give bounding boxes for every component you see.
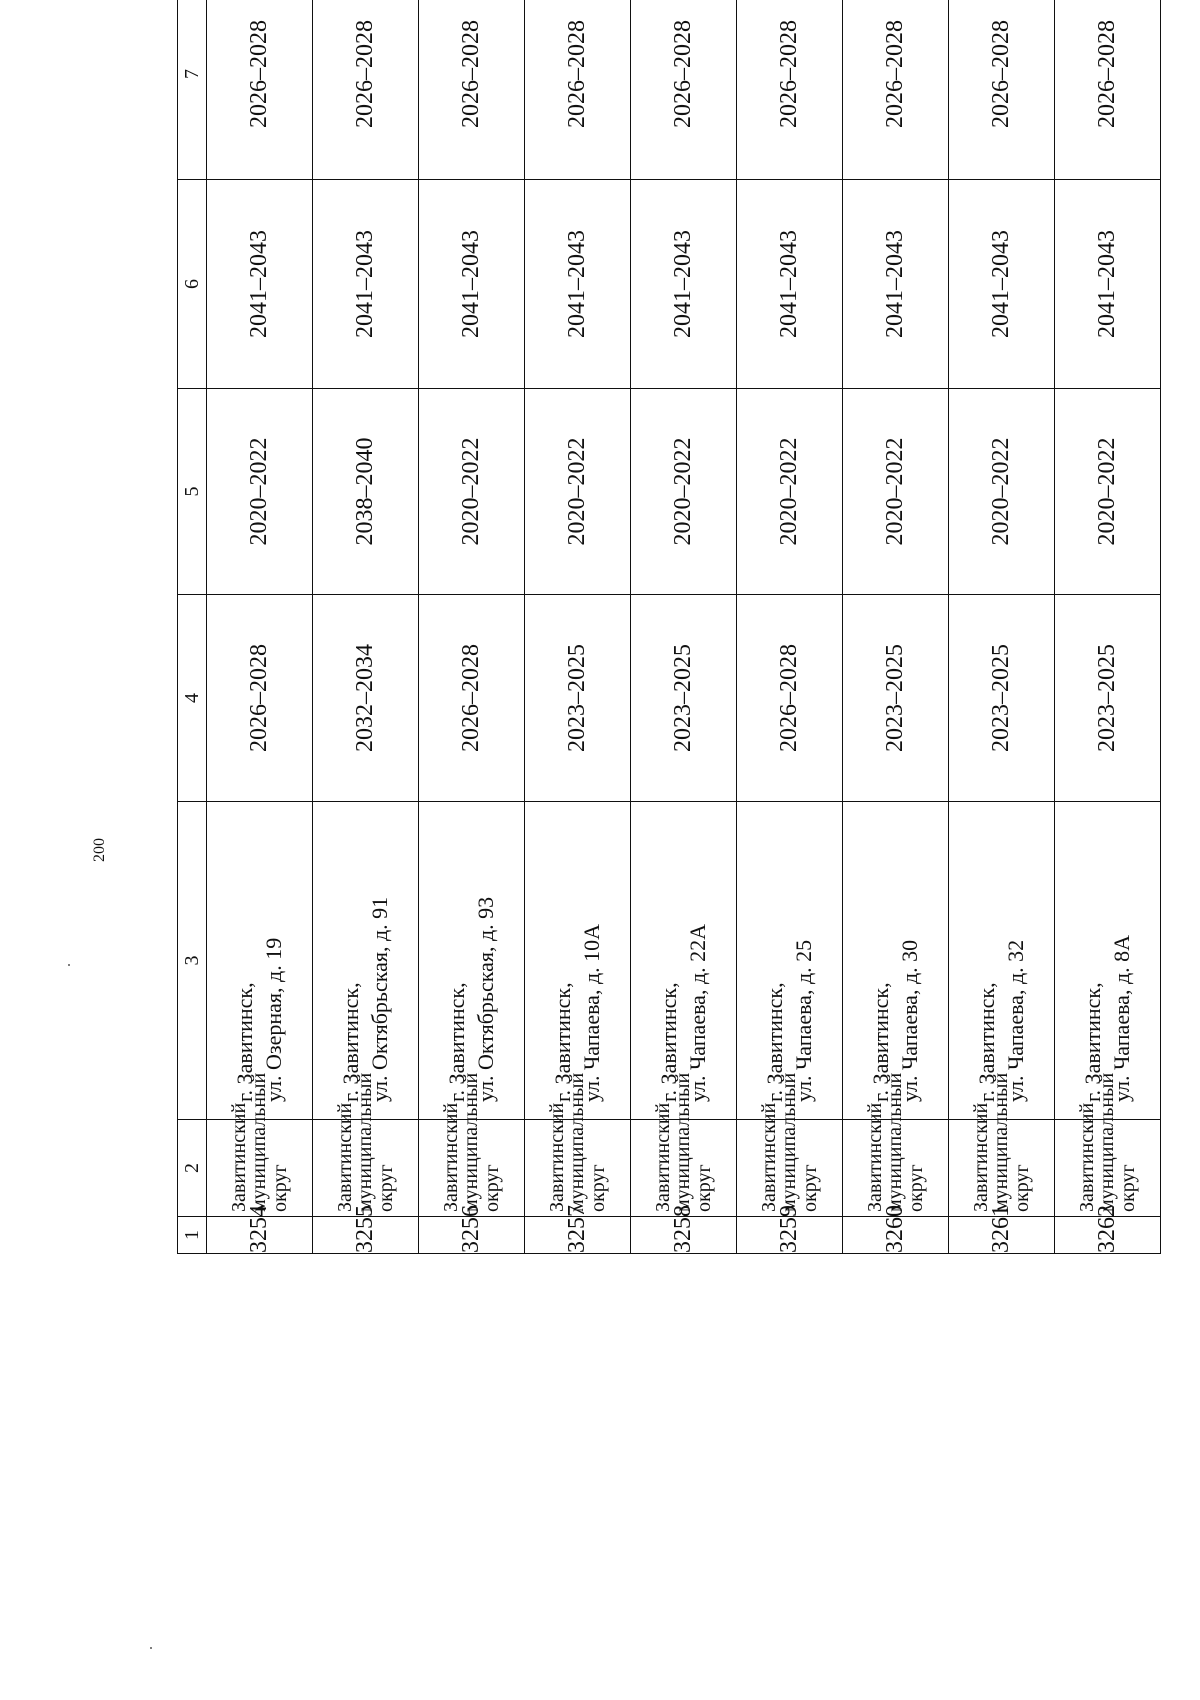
period-col6: 2041–2043 bbox=[313, 180, 419, 389]
period-col7: 2026–2028 bbox=[207, 0, 313, 180]
period-col6: 2041–2043 bbox=[419, 180, 525, 389]
period-col4: 2026–2028 bbox=[419, 595, 525, 802]
municipality-cell: Завитинский муниципальный округ bbox=[737, 1120, 843, 1217]
address-city: г. Завитинск, bbox=[443, 982, 469, 1102]
address-city: г. Завитинск, bbox=[337, 982, 363, 1102]
period-col7: 2026–2028 bbox=[1055, 0, 1161, 180]
period-col5: 2020–2022 bbox=[207, 389, 313, 595]
address-street: ул. Чапаева, д. 10А bbox=[578, 923, 604, 1102]
address-cell bbox=[737, 802, 843, 1120]
municipality-cell: Завитинский муниципальный округ bbox=[949, 1120, 1055, 1217]
table-row bbox=[737, 0, 843, 1254]
municipality-cell: Завитинский муниципальный округ bbox=[843, 1120, 949, 1217]
column-number-row bbox=[178, 0, 207, 1254]
municipality-cell: Завитинский муниципальный округ bbox=[631, 1120, 737, 1217]
period-col5: 2020–2022 bbox=[949, 389, 1055, 595]
scan-speck bbox=[68, 964, 70, 966]
table-row bbox=[525, 0, 631, 1254]
period-col6: 2041–2043 bbox=[1055, 180, 1161, 389]
row-number: 3254 bbox=[207, 1217, 313, 1254]
row-number: 3262 bbox=[1055, 1217, 1161, 1254]
address-city: г. Завитинск, bbox=[655, 982, 681, 1102]
table-row bbox=[313, 0, 419, 1254]
address-cell bbox=[843, 802, 949, 1120]
period-col5: 2020–2022 bbox=[843, 389, 949, 595]
address-city: г. Завитинск, bbox=[549, 982, 575, 1102]
address-street: ул. Октябрьская, д. 93 bbox=[472, 896, 498, 1102]
address-cell bbox=[1055, 802, 1161, 1120]
period-col6: 2041–2043 bbox=[525, 180, 631, 389]
table-row bbox=[843, 0, 949, 1254]
period-col6: 2041–2043 bbox=[737, 180, 843, 389]
address-city: г. Завитинск, bbox=[1079, 982, 1105, 1102]
address-cell bbox=[207, 802, 313, 1120]
address-cell bbox=[949, 802, 1055, 1120]
column-number: 3 bbox=[178, 802, 207, 1120]
row-number: 3261 bbox=[949, 1217, 1055, 1254]
address-city: г. Завитинск, bbox=[973, 982, 999, 1102]
period-col4: 2032–2034 bbox=[313, 595, 419, 802]
column-number: 7 bbox=[178, 0, 207, 180]
period-col5: 2038–2040 bbox=[313, 389, 419, 595]
row-number: 3260 bbox=[843, 1217, 949, 1254]
page-number: 200 bbox=[91, 838, 108, 862]
address-street: ул. Озерная, д. 19 bbox=[260, 937, 286, 1102]
address-cell bbox=[419, 802, 525, 1120]
housing-schedule-table-container bbox=[177, 20, 1149, 1254]
period-col4: 2026–2028 bbox=[207, 595, 313, 802]
row-number: 3255 bbox=[313, 1217, 419, 1254]
column-number: 1 bbox=[178, 1217, 207, 1254]
address-city: г. Завитинск, bbox=[761, 982, 787, 1102]
period-col4: 2026–2028 bbox=[737, 595, 843, 802]
address-street: ул. Чапаева, д. 8А bbox=[1108, 934, 1134, 1102]
table-row bbox=[419, 0, 525, 1254]
address-city: г. Завитинск, bbox=[231, 982, 257, 1102]
row-number: 3259 bbox=[737, 1217, 843, 1254]
municipality-cell: Завитинский муниципальный округ bbox=[1055, 1120, 1161, 1217]
address-street: ул. Чапаева, д. 22А bbox=[684, 923, 710, 1102]
period-col7: 2026–2028 bbox=[949, 0, 1055, 180]
row-number: 3258 bbox=[631, 1217, 737, 1254]
period-col5: 2020–2022 bbox=[631, 389, 737, 595]
municipality-cell: Завитинский муниципальный округ bbox=[419, 1120, 525, 1217]
scan-speck bbox=[150, 1647, 152, 1649]
period-col5: 2020–2022 bbox=[737, 389, 843, 595]
period-col4: 2023–2025 bbox=[1055, 595, 1161, 802]
address-cell bbox=[631, 802, 737, 1120]
column-number: 4 bbox=[178, 595, 207, 802]
table-row bbox=[207, 0, 313, 1254]
period-col5: 2020–2022 bbox=[525, 389, 631, 595]
row-number: 3257 bbox=[525, 1217, 631, 1254]
column-number: 6 bbox=[178, 180, 207, 389]
period-col6: 2041–2043 bbox=[631, 180, 737, 389]
period-col7: 2026–2028 bbox=[843, 0, 949, 180]
municipality-cell: Завитинский муниципальный округ bbox=[313, 1120, 419, 1217]
period-col5: 2020–2022 bbox=[419, 389, 525, 595]
housing-schedule-table bbox=[177, 0, 1161, 1254]
address-street: ул. Чапаева, д. 25 bbox=[790, 939, 816, 1102]
table-row bbox=[1055, 0, 1161, 1254]
row-number: 3256 bbox=[419, 1217, 525, 1254]
period-col7: 2026–2028 bbox=[419, 0, 525, 180]
period-col7: 2026–2028 bbox=[737, 0, 843, 180]
period-col6: 2041–2043 bbox=[207, 180, 313, 389]
table-row bbox=[949, 0, 1055, 1254]
period-col4: 2023–2025 bbox=[525, 595, 631, 802]
period-col4: 2023–2025 bbox=[949, 595, 1055, 802]
period-col7: 2026–2028 bbox=[631, 0, 737, 180]
address-cell bbox=[525, 802, 631, 1120]
column-number: 5 bbox=[178, 389, 207, 595]
municipality-cell: Завитинский муниципальный округ bbox=[207, 1120, 313, 1217]
column-number: 2 bbox=[178, 1120, 207, 1217]
period-col5: 2020–2022 bbox=[1055, 389, 1161, 595]
table-row bbox=[631, 0, 737, 1254]
address-city: г. Завитинск, bbox=[867, 982, 893, 1102]
period-col4: 2023–2025 bbox=[843, 595, 949, 802]
municipality-cell: Завитинский муниципальный округ bbox=[525, 1120, 631, 1217]
address-cell bbox=[313, 802, 419, 1120]
period-col6: 2041–2043 bbox=[843, 180, 949, 389]
period-col6: 2041–2043 bbox=[949, 180, 1055, 389]
period-col7: 2026–2028 bbox=[525, 0, 631, 180]
address-street: ул. Чапаева, д. 32 bbox=[1002, 939, 1028, 1102]
period-col4: 2023–2025 bbox=[631, 595, 737, 802]
address-street: ул. Октябрьская, д. 91 bbox=[366, 896, 392, 1102]
address-street: ул. Чапаева, д. 30 bbox=[896, 939, 922, 1102]
period-col7: 2026–2028 bbox=[313, 0, 419, 180]
